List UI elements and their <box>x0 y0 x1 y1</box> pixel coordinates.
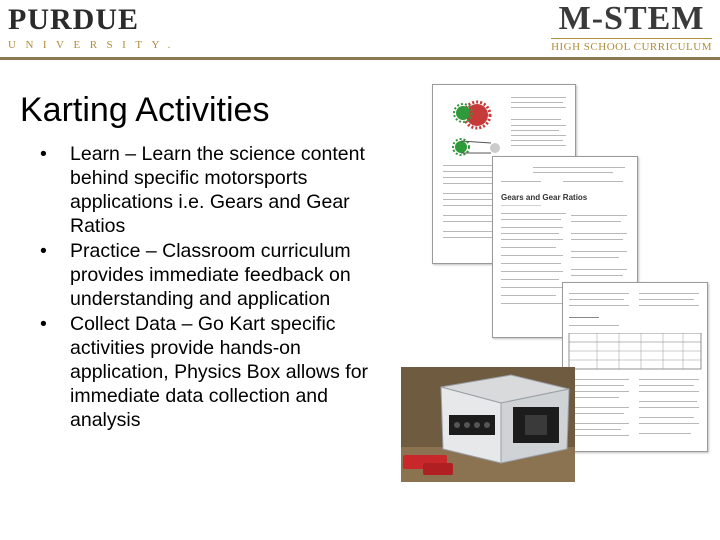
mstem-logo-rule <box>551 38 712 39</box>
physics-box-photo <box>401 367 575 482</box>
mstem-logo <box>551 2 712 54</box>
worksheet-data-table <box>562 282 708 452</box>
worksheet-title: Gears and Gear Ratios <box>501 193 588 202</box>
header-banner <box>0 0 720 56</box>
bullet-text-learn: Learn – Learn the science content behind specific motorsports applications i.e. Gears and Gear Ratios <box>70 143 365 237</box>
bullet-list <box>40 142 385 433</box>
bullet-text-practice: Practice – Classroom curriculum provides immediate feedback on understanding and application <box>70 240 351 310</box>
bullet-item-collect-data <box>40 312 385 432</box>
purdue-logo <box>8 4 180 52</box>
data-table-grid <box>563 333 707 373</box>
bullet-text-collect-data: Collect Data – Go Kart specific activities provide hands-on application, Physics Box allows for immediate data collection and analysis <box>70 313 369 431</box>
bullet-item-practice <box>40 239 385 311</box>
mstem-logo-subtitle: HIGH SCHOOL CURRICULUM <box>551 41 712 53</box>
header-divider <box>0 57 720 60</box>
mstem-logo-name: M-STEM <box>558 0 705 37</box>
purdue-logo-name: PURDUE <box>8 3 139 36</box>
physics-box-illustration <box>401 367 575 482</box>
bullet-marker: • <box>40 240 47 262</box>
bullet-item-learn <box>40 142 385 238</box>
purdue-logo-subtitle: UNIVERSITY. <box>8 39 180 51</box>
bullet-marker: • <box>40 143 47 165</box>
slide-title: Karting Activities <box>20 91 270 129</box>
bullet-marker: • <box>40 313 47 335</box>
